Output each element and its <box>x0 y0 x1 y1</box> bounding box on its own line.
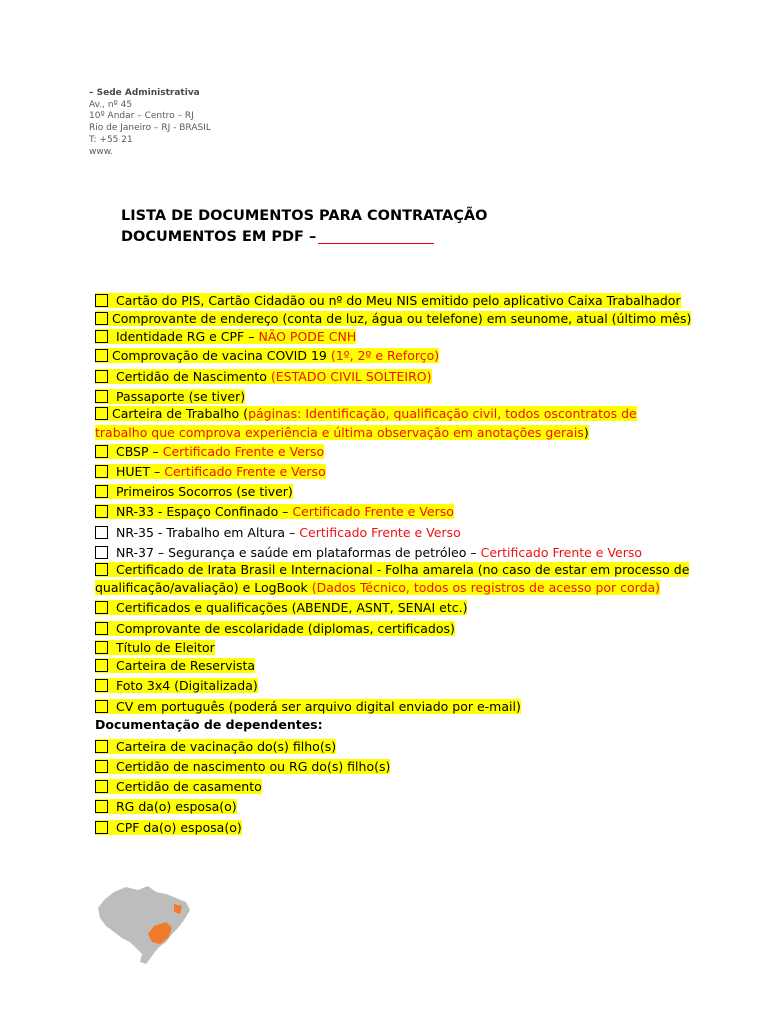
list-item <box>95 388 245 406</box>
address-street: Av., nº 45 <box>89 99 133 110</box>
list-item <box>95 292 681 310</box>
list-item <box>95 657 255 675</box>
list-item <box>95 503 454 521</box>
list-item <box>95 620 455 638</box>
list-item <box>95 368 432 386</box>
item-note: (Dados Técnico, todos os registros de acesso por corda) <box>311 580 661 595</box>
item-note: Certificado Frente e Verso <box>480 545 643 560</box>
dependents-heading: Documentação de dependentes: <box>95 717 323 732</box>
address-block <box>89 88 211 158</box>
checkbox[interactable] <box>95 330 108 343</box>
checkbox[interactable] <box>95 312 108 325</box>
list-item <box>95 561 689 579</box>
item-text: qualificação/avaliação) e LogBook <box>95 580 312 595</box>
list-item <box>95 758 390 776</box>
list-item <box>95 328 356 346</box>
item-text: Primeiros Socorros (se tiver) <box>112 484 293 499</box>
checkbox[interactable] <box>95 563 108 576</box>
address-city: Rio de Janeiro – RJ - BRASIL <box>89 123 211 134</box>
item-text: Certidão de nascimento ou RG do(s) filho(s) <box>112 759 391 774</box>
title-blank-line <box>318 229 434 244</box>
item-text: Carteira de vacinação do(s) filho(s) <box>112 739 337 754</box>
checkbox[interactable] <box>95 465 108 478</box>
list-item <box>95 524 461 542</box>
address-company: – Sede Administrativa <box>89 88 200 98</box>
checkbox[interactable] <box>95 740 108 753</box>
checkbox[interactable] <box>95 821 108 834</box>
checkbox[interactable] <box>95 526 108 539</box>
item-note: páginas: Identificação, qualificação civil, todos oscontratos de <box>248 406 637 421</box>
checkbox[interactable] <box>95 407 108 420</box>
item-note: trabalho que comprova experiência e última observação em anotações gerais <box>95 425 584 440</box>
item-text: NR-35 - Trabalho em Altura – <box>112 525 300 540</box>
checkbox[interactable] <box>95 294 108 307</box>
item-text: Passaporte (se tiver) <box>112 389 246 404</box>
item-text: Carteira de Reservista <box>112 658 256 673</box>
item-text: ) <box>583 425 589 440</box>
checkbox[interactable] <box>95 800 108 813</box>
item-note: Certificado Frente e Verso <box>164 464 326 479</box>
item-text: HUET – <box>112 464 165 479</box>
item-note: Certificado Frente e Verso <box>292 504 454 519</box>
list-item <box>95 347 439 365</box>
item-text: NR-37 – Segurança e saúde em plataformas de petróleo – <box>112 545 481 560</box>
item-text: Comprovante de escolaridade (diplomas, certificados) <box>112 621 455 636</box>
list-item <box>95 483 293 501</box>
item-text: Comprovação de vacina COVID 19 <box>112 348 331 363</box>
item-text: CBSP – <box>112 444 163 459</box>
page-title <box>121 206 487 248</box>
item-text: Carteira de Trabalho ( <box>112 406 249 421</box>
checkbox[interactable] <box>95 349 108 362</box>
list-item <box>95 544 642 562</box>
item-note: Certificado Frente e Verso <box>299 525 461 540</box>
list-item <box>95 405 637 423</box>
list-item <box>95 819 242 837</box>
item-text: NR-33 - Espaço Confinado – <box>112 504 293 519</box>
checkbox[interactable] <box>95 700 108 713</box>
item-note: (ESTADO CIVIL SOLTEIRO) <box>270 369 432 384</box>
item-note: (1º, 2º e Reforço) <box>330 348 440 363</box>
title-line-2-text: DOCUMENTOS EM PDF – <box>121 229 317 245</box>
checkbox[interactable] <box>95 622 108 635</box>
checkbox[interactable] <box>95 485 108 498</box>
list-item <box>95 798 237 816</box>
checkbox[interactable] <box>95 760 108 773</box>
checkbox[interactable] <box>95 780 108 793</box>
list-item <box>95 738 336 756</box>
item-note: Certificado Frente e Verso <box>162 444 325 459</box>
list-item <box>95 443 324 461</box>
checkbox[interactable] <box>95 641 108 654</box>
item-text: Foto 3x4 (Digitalizada) <box>112 678 258 693</box>
address-floor: 10º Andar – Centro – RJ <box>89 111 194 122</box>
list-item <box>95 599 467 617</box>
checkbox[interactable] <box>95 390 108 403</box>
list-item <box>95 778 262 796</box>
address-phone: T: +55 21 <box>89 134 133 145</box>
item-note: NÃO PODE CNH <box>258 329 357 344</box>
checkbox[interactable] <box>95 505 108 518</box>
checkbox[interactable] <box>95 370 108 383</box>
item-text: CV em português (poderá ser arquivo digital enviado por e-mail) <box>112 699 521 714</box>
item-text: Certidão de casamento <box>112 779 262 794</box>
item-text: Certificado de Irata Brasil e Internacional <box>112 562 377 577</box>
list-item-continuation <box>95 424 589 442</box>
list-item <box>95 310 691 328</box>
list-item <box>95 698 521 716</box>
list-item-continuation <box>95 579 660 597</box>
item-text: CPF da(o) esposa(o) <box>112 820 242 835</box>
checkbox[interactable] <box>95 445 108 458</box>
item-text: Certificados e qualificações (ABENDE, ASNT, SENAI etc.) <box>112 600 468 615</box>
checkbox[interactable] <box>95 659 108 672</box>
list-item <box>95 677 258 695</box>
title-line-1: LISTA DE DOCUMENTOS PARA CONTRATAÇÃO <box>121 208 488 224</box>
list-item <box>95 639 215 657</box>
map-land <box>98 886 190 964</box>
title-line-2 <box>121 227 487 248</box>
item-text: Comprovante de endereço (conta de luz, água ou telefone) em seunome, atual (último mês) <box>112 311 692 326</box>
list-item <box>95 463 326 481</box>
checkbox[interactable] <box>95 601 108 614</box>
brazil-map-icon <box>96 884 196 968</box>
item-text: Cartão do PIS, Cartão Cidadão ou nº do Meu NIS emitido pelo aplicativo Caixa Trabalhador <box>112 293 681 308</box>
checkbox[interactable] <box>95 679 108 692</box>
item-text: Identidade RG e CPF – <box>112 329 259 344</box>
item-text: RG da(o) esposa(o) <box>112 799 237 814</box>
item-text: Título de Eleitor <box>112 640 215 655</box>
item-text: Certidão de Nascimento <box>112 369 271 384</box>
address-website: www. <box>89 146 114 157</box>
checkbox[interactable] <box>95 546 108 559</box>
item-text-extra: - Folha amarela (no caso de estar em processo de <box>376 562 690 577</box>
